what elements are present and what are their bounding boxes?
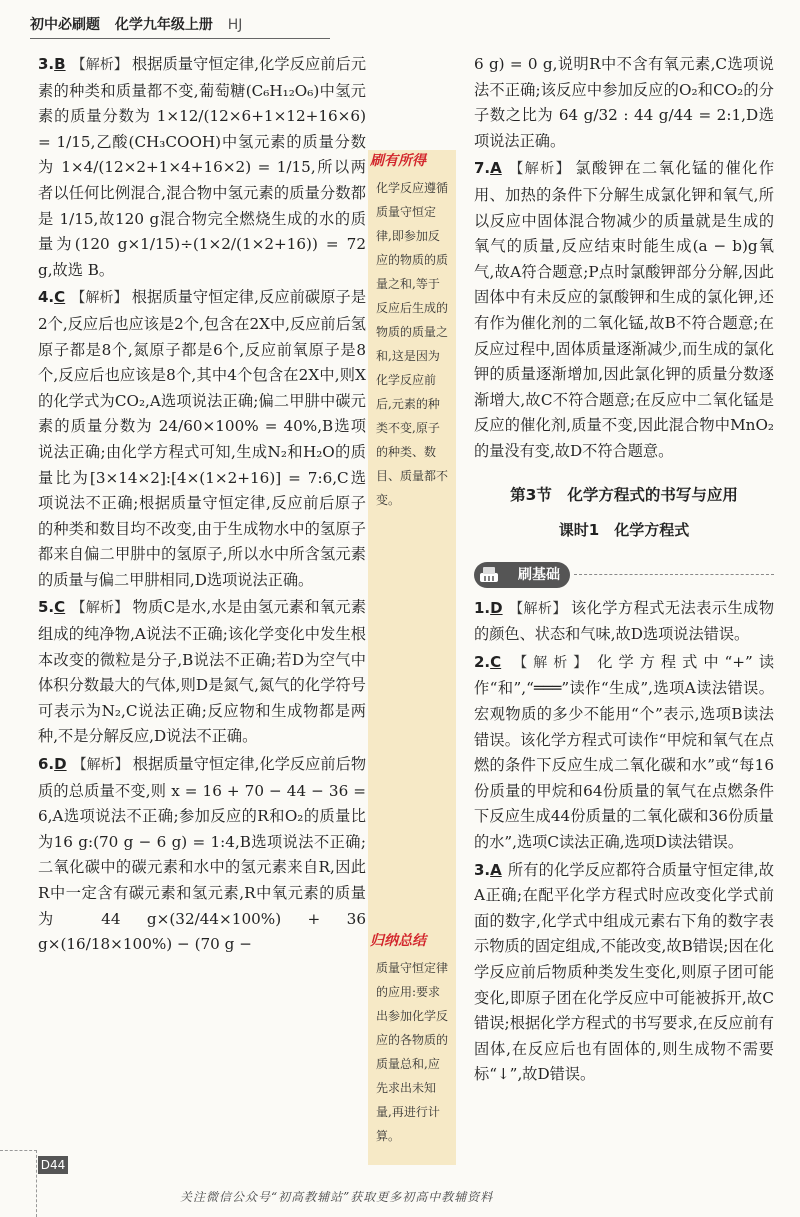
analysis-tag: 【解析】: [507, 161, 572, 178]
answer-number: 5.: [38, 598, 55, 617]
answer-key: A: [490, 159, 502, 178]
header-book: 化学九年级上册: [114, 17, 213, 33]
answer-5: [38, 595, 366, 750]
answer-6-continued: [474, 52, 774, 154]
page-number: D44: [38, 1156, 68, 1174]
answer-key: C: [54, 598, 66, 617]
answer-number: 7.: [474, 159, 491, 178]
answer-3: [38, 52, 366, 283]
answer-key: C: [490, 652, 502, 671]
header-edition: HJ: [227, 17, 243, 33]
note-text: 质量守恒定律的应用:要求出参加化学反应的各物质的质量总和,应先求出未知量,再进行计算。: [376, 961, 449, 1143]
page-corner-decoration: [0, 1150, 37, 1217]
answer-text: 化学方程式中“+”读作“和”,“═══”读作“生成”,选项A读法错误。宏观物质的多少不能用“个”表示,选项B读法错误。该化学方程式可读作“甲烷和氧气在点燃的条件下反应生成二氧化碳和水”或“每16份质量的甲烷和64份质量的氧气在点燃条件下反应生成44份质量的二氧化碳和36份质量的水”,选项C读法正确,选项D读法错误。: [474, 652, 774, 852]
answer-6: [38, 752, 366, 958]
page-header: [30, 14, 330, 39]
note-title: 刷有所得: [370, 153, 426, 169]
answer-text: 该化学方程式无法表示生成物的颜色、状态和气味,故D选项说法错误。: [474, 598, 774, 644]
footer-watermark: 关注微信公众号“初高教辅站”获取更多初高中教辅资料: [180, 1190, 494, 1204]
note-title: 归纳总结: [370, 933, 426, 949]
answer-number: 4.: [38, 288, 55, 307]
right-column: [474, 52, 774, 1090]
brush-icon: [478, 565, 500, 585]
analysis-tag: 【解析】: [71, 290, 128, 307]
answer-text: 根据质量守恒定律,化学反应前后元素的种类和质量都不变,葡萄糖(C₆H₁₂O₆)中氢元素的质量分数为 1×12/(12×6+1×12+16×6) = 1/15,乙酸(CH₃COOH)中氢元素的质量分数为 1×4/(12×2+1×4+16×2) = 1/15,所以两者以任何比例混合,混合物中氢元素的质量分数都是 1/15,故120 g混合物完全燃烧生成的水的质量为(120 g×1/15)÷(1×2/(1×2+16)) = 72 g,故选 B。: [38, 55, 366, 279]
answer-key: B: [54, 55, 66, 73]
answer-key: A: [490, 860, 502, 879]
left-column: [38, 52, 366, 960]
answer-4: [38, 285, 366, 593]
header-series: 初中必刷题: [30, 17, 100, 33]
lesson-title: 课时1 化学方程式: [558, 521, 690, 540]
answer-number: 2.: [474, 652, 491, 671]
badge-label: 刷基础: [518, 566, 560, 583]
answer-key: C: [54, 288, 66, 307]
basic-answer-3: [474, 858, 774, 1088]
analysis-tag: 【解析】: [72, 757, 129, 774]
answer-7: [474, 156, 774, 464]
answer-text: 氯酸钾在二氧化锰的催化作用、加热的条件下分解生成氯化钾和氧气,所以反应中固体混合物减少的质量就是生成的氧气的质量,反应结束时能生成(a − b)g氧气,故A符合题意;P点时氯酸钾部分分解,因此固体中有未反应的氯酸钾和生成的氯化钾,还有作为催化剂的二氧化锰,故B不符合题意;在反应过程中,固体质量逐渐减少,而生成的氯化钾的质量逐渐增加,因此氯化钾的质量分数逐渐增大,故C不符合题意;在反应中二氧化锰是反应的催化剂,质量不变,因此混合物中MnO₂的量没有变,故D不符合题意。: [474, 159, 774, 460]
analysis-tag: 【解析】: [71, 57, 129, 73]
note-text: 化学反应遵循质量守恒定律,即参加反应的物质的质量之和,等于反应后生成的物质的质量之和,这是因为化学反应前后,元素的种类不变,原子的种类、数目、质量都不变。: [376, 181, 449, 507]
answer-text: 物质C是水,水是由氢元素和氧元素组成的纯净物,A说法不正确;该化学变化中发生根本改变的微粒是分子,B说法不正确;若D为空气中体积分数最大的气体,则D是氮气,氮气的化学符号可表示为N₂,C说法正确;反应物和生成物都是两种,不是分解反应,D说法不正确。: [38, 598, 366, 746]
basic-answer-2: [474, 650, 774, 856]
analysis-tag: 【解析】: [508, 600, 567, 617]
basic-answer-1: [474, 596, 774, 648]
divider-line: [574, 574, 774, 575]
sidebar-notes: [368, 150, 456, 1165]
answer-text: 根据质量守恒定律,反应前碳原子是2个,反应后也应该是2个,包含在2X中,反应前后氢原子都是8个,氮原子都是6个,反应前氧原子是8个,反应后也应该是8个,其中4个包含在2X中,则X的化学式为CO₂,A选项说法正确;偏二甲肼中碳元素的质量分数为 24/60×100% = 40%,B选项说法正确;由化学方程式可知,生成N₂和H₂O的质量比为[3×14×2]:[4×(1×2+16)] = 7:6,C选项说法不正确;根据质量守恒定律,反应前后原子的种类和数目均不改变,由于生成物水中的氢原子都来自偏二甲肼中的氢原子,所以水中所含氢元素的质量与偏二甲肼相同,D选项说法正确。: [38, 288, 366, 589]
note-summary: [370, 930, 454, 1148]
basic-badge: [474, 562, 570, 588]
analysis-tag: 【解析】: [507, 654, 594, 671]
answer-number: 1.: [474, 598, 491, 617]
basic-badge-row: [474, 560, 774, 590]
answer-text: 根据质量守恒定律,化学反应前后物质的总质量不变,则 x = 16 + 70 − 44 − 36 = 6,A选项说法不正确;参加反应的R和O₂的质量比为16 g:(70 g − 6 g) = 1:4,B选项说法不正确;二氧化碳中的碳元素和水中的氢元素来自R,因此R中一定含有碳元素和氢元素,R中氧元素的质量为 44 g×(32/44×100%) + 36 g×(16/18×100%) − (70 g −: [38, 755, 366, 954]
answer-key: D: [54, 755, 67, 774]
note-harvest: [370, 150, 454, 512]
answer-number: 6.: [38, 755, 55, 774]
answer-text: 6 g) = 0 g,说明R中不含有氧元素,C选项说法不正确;该反应中参加反应的O₂和CO₂的分子数之比为 64 g/32 : 44 g/44 = 2:1,D选项说法正确。: [474, 55, 774, 150]
answer-number: 3.: [474, 860, 491, 879]
answer-number: 3.: [38, 55, 55, 73]
section-title: 第3节 化学方程式的书写与应用: [510, 485, 738, 504]
analysis-tag: 【解析】: [71, 600, 129, 617]
answer-key: D: [490, 598, 503, 617]
answer-text: 所有的化学反应都符合质量守恒定律,故A正确;在配平化学方程式时应改变化学式前面的数字,化学式中组成元素右下角的数字表示物质的固定组成,不能改变,故B错误;因在化学反应前后物质种类发生变化,则原子团可能变化,即原子团在化学反应中可能被拆开,故C错误;根据化学方程式的书写要求,在反应前有固体,在反应后也有固体的,则生成物不需要标“↓”,故D错误。: [474, 860, 774, 1084]
